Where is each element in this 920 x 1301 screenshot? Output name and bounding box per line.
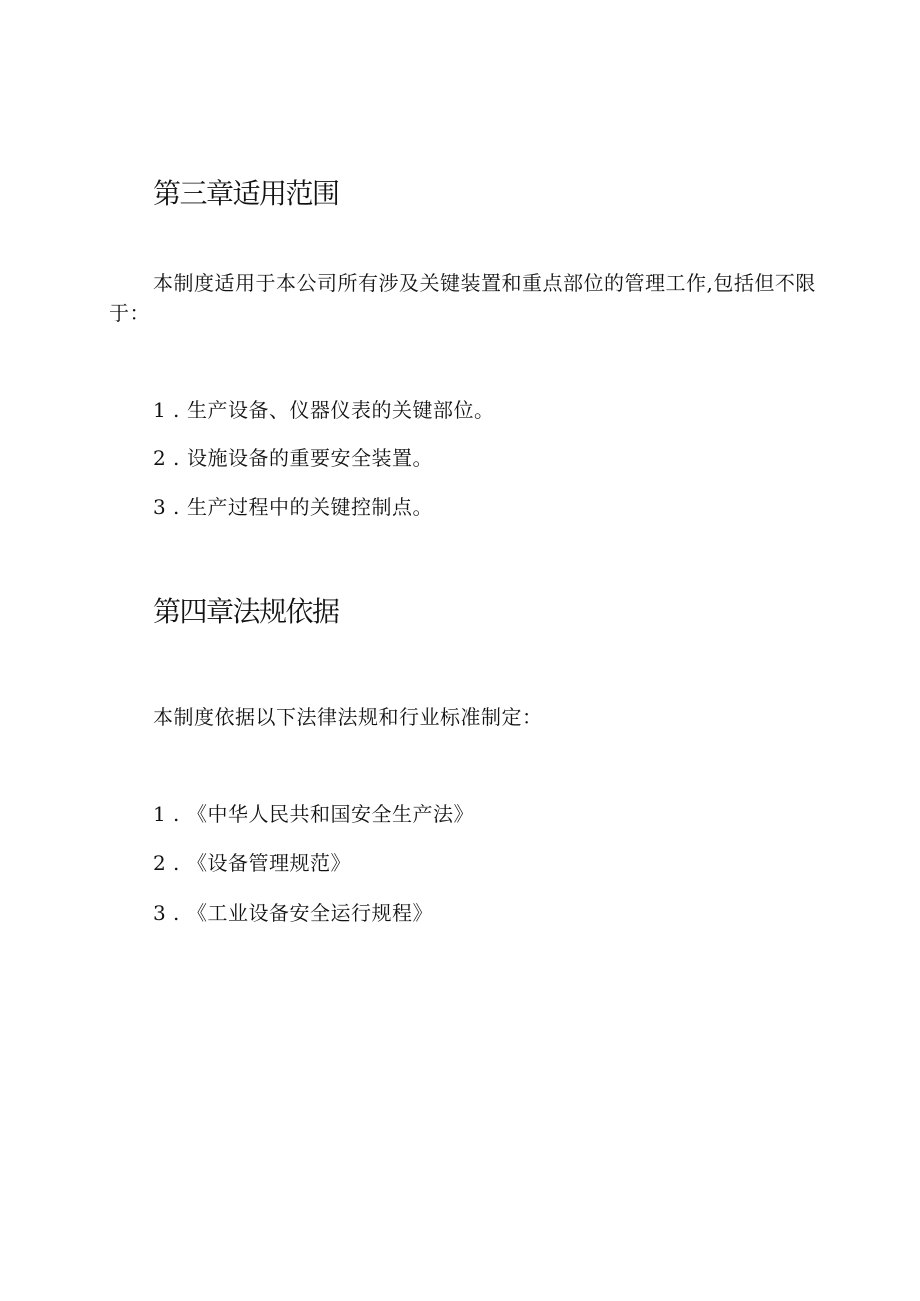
list-item-text: 《设备管理规范》 [187,851,351,875]
chapter-3-intro: 本制度适用于本公司所有涉及关键装置和重点部位的管理工作,包括但不限于： [109,271,816,325]
list-item-text: 生产过程中的关键控制点。 [187,495,433,519]
list-item [153,849,351,877]
list-item-separator: . [173,802,180,826]
list-item-number: 2 [153,446,167,470]
list-item [153,444,433,472]
chapter-3-title: 第三章适用范围 [153,177,339,210]
chapter-4-intro: 本制度依据以下法律法规和行业标准制定： [153,705,543,729]
list-item [153,899,433,927]
list-item-separator: . [173,851,180,875]
list-item-separator: . [173,901,180,925]
list-item-number: 1 [153,398,167,422]
list-item-number: 3 [153,495,167,519]
list-item-text: 《工业设备安全运行规程》 [187,901,433,925]
list-item-number: 3 [153,901,167,925]
list-item-separator: . [173,398,180,422]
list-item-separator: . [173,446,180,470]
list-item-text: 设施设备的重要安全装置。 [187,446,433,470]
chapter-4-title: 第四章法规依据 [153,595,339,628]
list-item-text: 生产设备、仪器仪表的关键部位。 [187,398,495,422]
list-item [153,800,474,828]
list-item-number: 1 [153,802,167,826]
list-item-separator: . [173,495,180,519]
list-item [153,396,495,424]
list-item [153,493,433,521]
list-item-number: 2 [153,851,167,875]
list-item-text: 《中华人民共和国安全生产法》 [187,802,474,826]
